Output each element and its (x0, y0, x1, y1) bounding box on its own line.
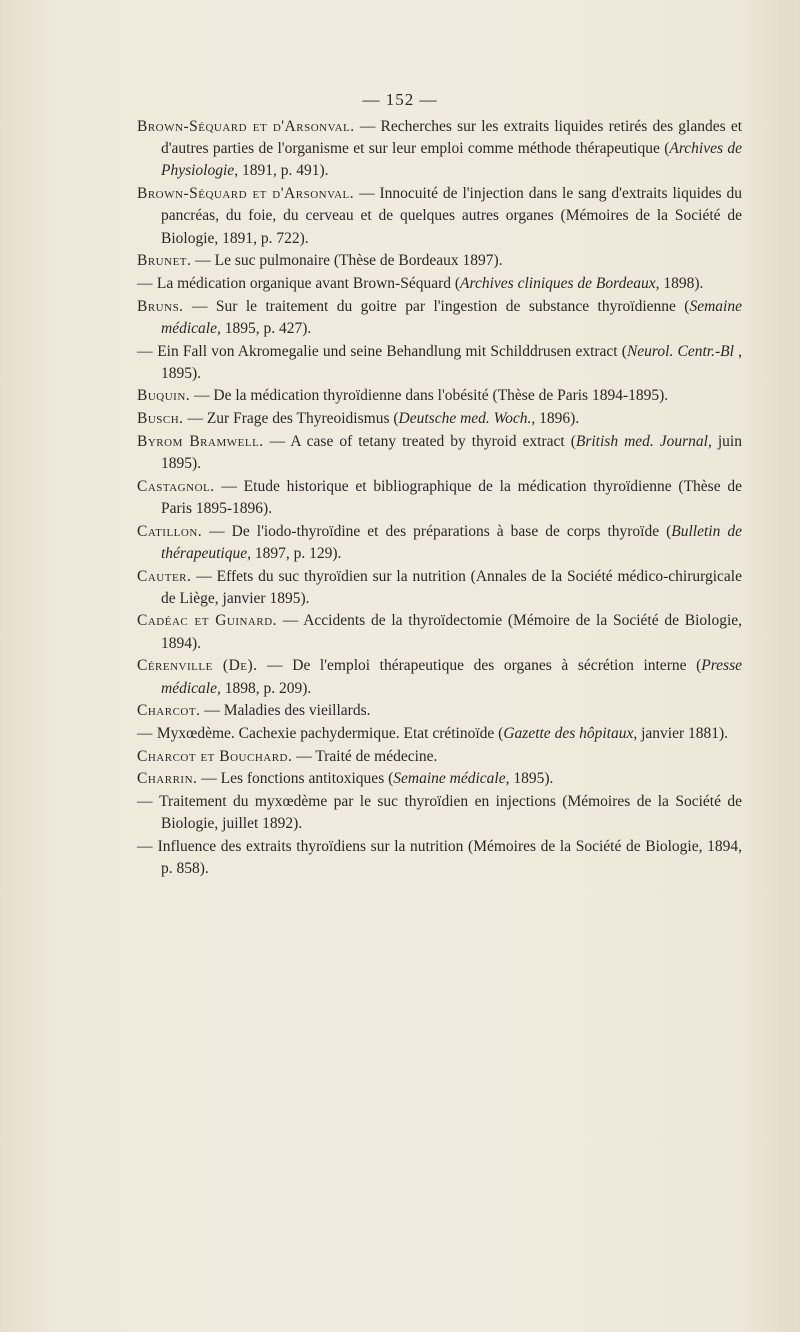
entry-source: Bulletin de thérapeutique, (161, 522, 742, 562)
entry-text: — De l'iodo-thyroïdine et des préparations à base de corps thyroïde ( (202, 522, 672, 540)
bibliography-entry (137, 723, 742, 745)
entry-tail: 1898, p. 209). (220, 679, 312, 697)
entry-source: British med. Journal, (575, 432, 712, 450)
entry-author: Catillon. (137, 522, 203, 540)
bibliography-entry (137, 791, 742, 835)
bibliography-entry (137, 116, 742, 183)
entry-author: Charrin. (137, 770, 198, 788)
entry-author: — (137, 724, 153, 742)
entry-text: Traitement du myxœdème par le suc thyroïdien en injections (Mémoires de la Société de Biologie, juillet 1892). (153, 793, 742, 833)
entry-text: — Zur Frage des Thyreoidismus ( (183, 410, 399, 428)
entry-text: — A case of tetany treated by thyroid extract ( (263, 432, 576, 450)
entry-tail: juin 1895). (161, 432, 742, 473)
entry-text: — Sur le traitement du goitre par l'ingestion de substance thyroïdienne ( (183, 297, 690, 315)
entry-author: — (137, 274, 153, 292)
entry-author: Bruns. (137, 297, 184, 315)
bibliography-entry (137, 431, 742, 475)
bibliography-entry (137, 610, 742, 654)
bibliography-entry (137, 768, 742, 790)
entry-text: — De l'emploi thérapeutique des organes à sécrétion interne ( (257, 657, 702, 675)
entry-text: La médication organique avant Brown-Séquard ( (153, 274, 461, 292)
entry-author: — (137, 793, 153, 811)
bibliography-entry (137, 476, 742, 520)
entry-text: — Innocuité de l'injection dans le sang d'extraits liquides du pancréas, du foie, du cerveau et de quelques autres organes (Mémoires de la Société de Biologie, 1891, p. 722). (161, 185, 742, 247)
bibliography-entry (137, 836, 742, 880)
entry-author: Charcot et Bouchard. (137, 747, 293, 765)
bibliography-entry (137, 408, 742, 430)
entry-author: — (137, 838, 153, 855)
entry-source: Archives de Physiologie (161, 140, 742, 180)
entry-author: Brunet. (137, 252, 192, 270)
entry-author: Brown-Séquard et d'Arsonval. (137, 185, 355, 203)
entry-text: — Maladies des vieillards. (200, 702, 371, 720)
entry-text: Ein Fall von Akromegalie und seine Behandlung mit Schilddrusen extract ( (153, 342, 627, 360)
entry-tail: , 1895, p. 427). (216, 319, 312, 337)
entry-author: Castagnol. (137, 477, 215, 495)
entry-tail: janvier 1881). (637, 724, 729, 742)
entry-author: Busch. (137, 410, 184, 428)
entry-author: Brown-Séquard et d'Arsonval. (137, 118, 355, 135)
entry-text: — Les fonctions antitoxiques ( (197, 770, 394, 788)
entry-source: Semaine médicale (161, 297, 742, 337)
page-number: — 152 — (362, 90, 438, 109)
entry-text: — Accidents de la thyroïdectomie (Mémoire de la Société de Biologie, 1894). (161, 612, 743, 652)
bibliography-entry (137, 341, 742, 385)
entry-source: Neurol. Centr.-Bl (626, 342, 734, 360)
entry-source: Presse médicale, (161, 657, 742, 697)
bibliography-entry (137, 700, 742, 722)
entry-text: — Recherches sur les extraits liquides retirés des glandes et d'autres parties de l'organisme et sur leur emploi comme méthode thérapeutique ( (161, 118, 743, 158)
bibliography-entry (137, 296, 742, 340)
entry-tail: , 1895). (161, 342, 742, 382)
entry-author: Buquin. (137, 387, 191, 405)
entry-author: — (137, 342, 153, 360)
bibliography-entry (137, 385, 742, 407)
entry-author: Charcot. (137, 702, 201, 720)
entry-text: — Le suc pulmonaire (Thèse de Bordeaux 1897). (191, 252, 503, 270)
bibliography-entry (137, 746, 742, 768)
bibliography-list (137, 116, 742, 881)
entry-source: Gazette des hôpitaux, (503, 724, 638, 742)
entry-tail: 1897, p. 129). (250, 544, 342, 562)
entry-tail: 1898). (659, 274, 704, 292)
entry-text: — Traité de médecine. (292, 747, 438, 765)
entry-author: Byrom Bramwell. (137, 432, 264, 450)
entry-author: Cérenville (De). (137, 657, 258, 675)
entry-text: — Etude historique et bibliographique de la médication thyroïdienne (Thèse de Paris 1895-1896). (161, 477, 742, 517)
entry-source: Semaine médicale, (393, 770, 510, 788)
bibliography-entry (137, 273, 742, 295)
bibliography-entry (137, 655, 742, 699)
entry-tail: , 1891, p. 491). (234, 162, 329, 180)
bibliography-entry (137, 521, 742, 565)
bibliography-entry (137, 250, 742, 272)
entry-text: Myxœdème. Cachexie pachydermique. Etat crétinoïde ( (153, 724, 504, 742)
bibliography-entry (137, 566, 742, 610)
entry-text: — Effets du suc thyroïdien sur la nutrition (Annales de la Société médico-chirurgicale de Liège, janvier 1895). (161, 567, 742, 607)
bibliography-entry (137, 183, 742, 250)
entry-source: Archives cliniques de Bordeaux, (460, 274, 660, 292)
entry-tail: , 1896). (531, 410, 580, 428)
entry-source: Deutsche med. Woch. (398, 410, 532, 428)
entry-text: Influence des extraits thyroïdiens sur la nutrition (Mémoires de la Société de Biologie, 1894, p. 858). (153, 838, 742, 878)
entry-tail: 1895). (509, 770, 554, 788)
entry-text: — De la médication thyroïdienne dans l'obésité (Thèse de Paris 1894-1895). (190, 387, 669, 405)
entry-author: Cadéac et Guinard. (137, 612, 278, 630)
entry-author: Cauter. (137, 567, 192, 585)
